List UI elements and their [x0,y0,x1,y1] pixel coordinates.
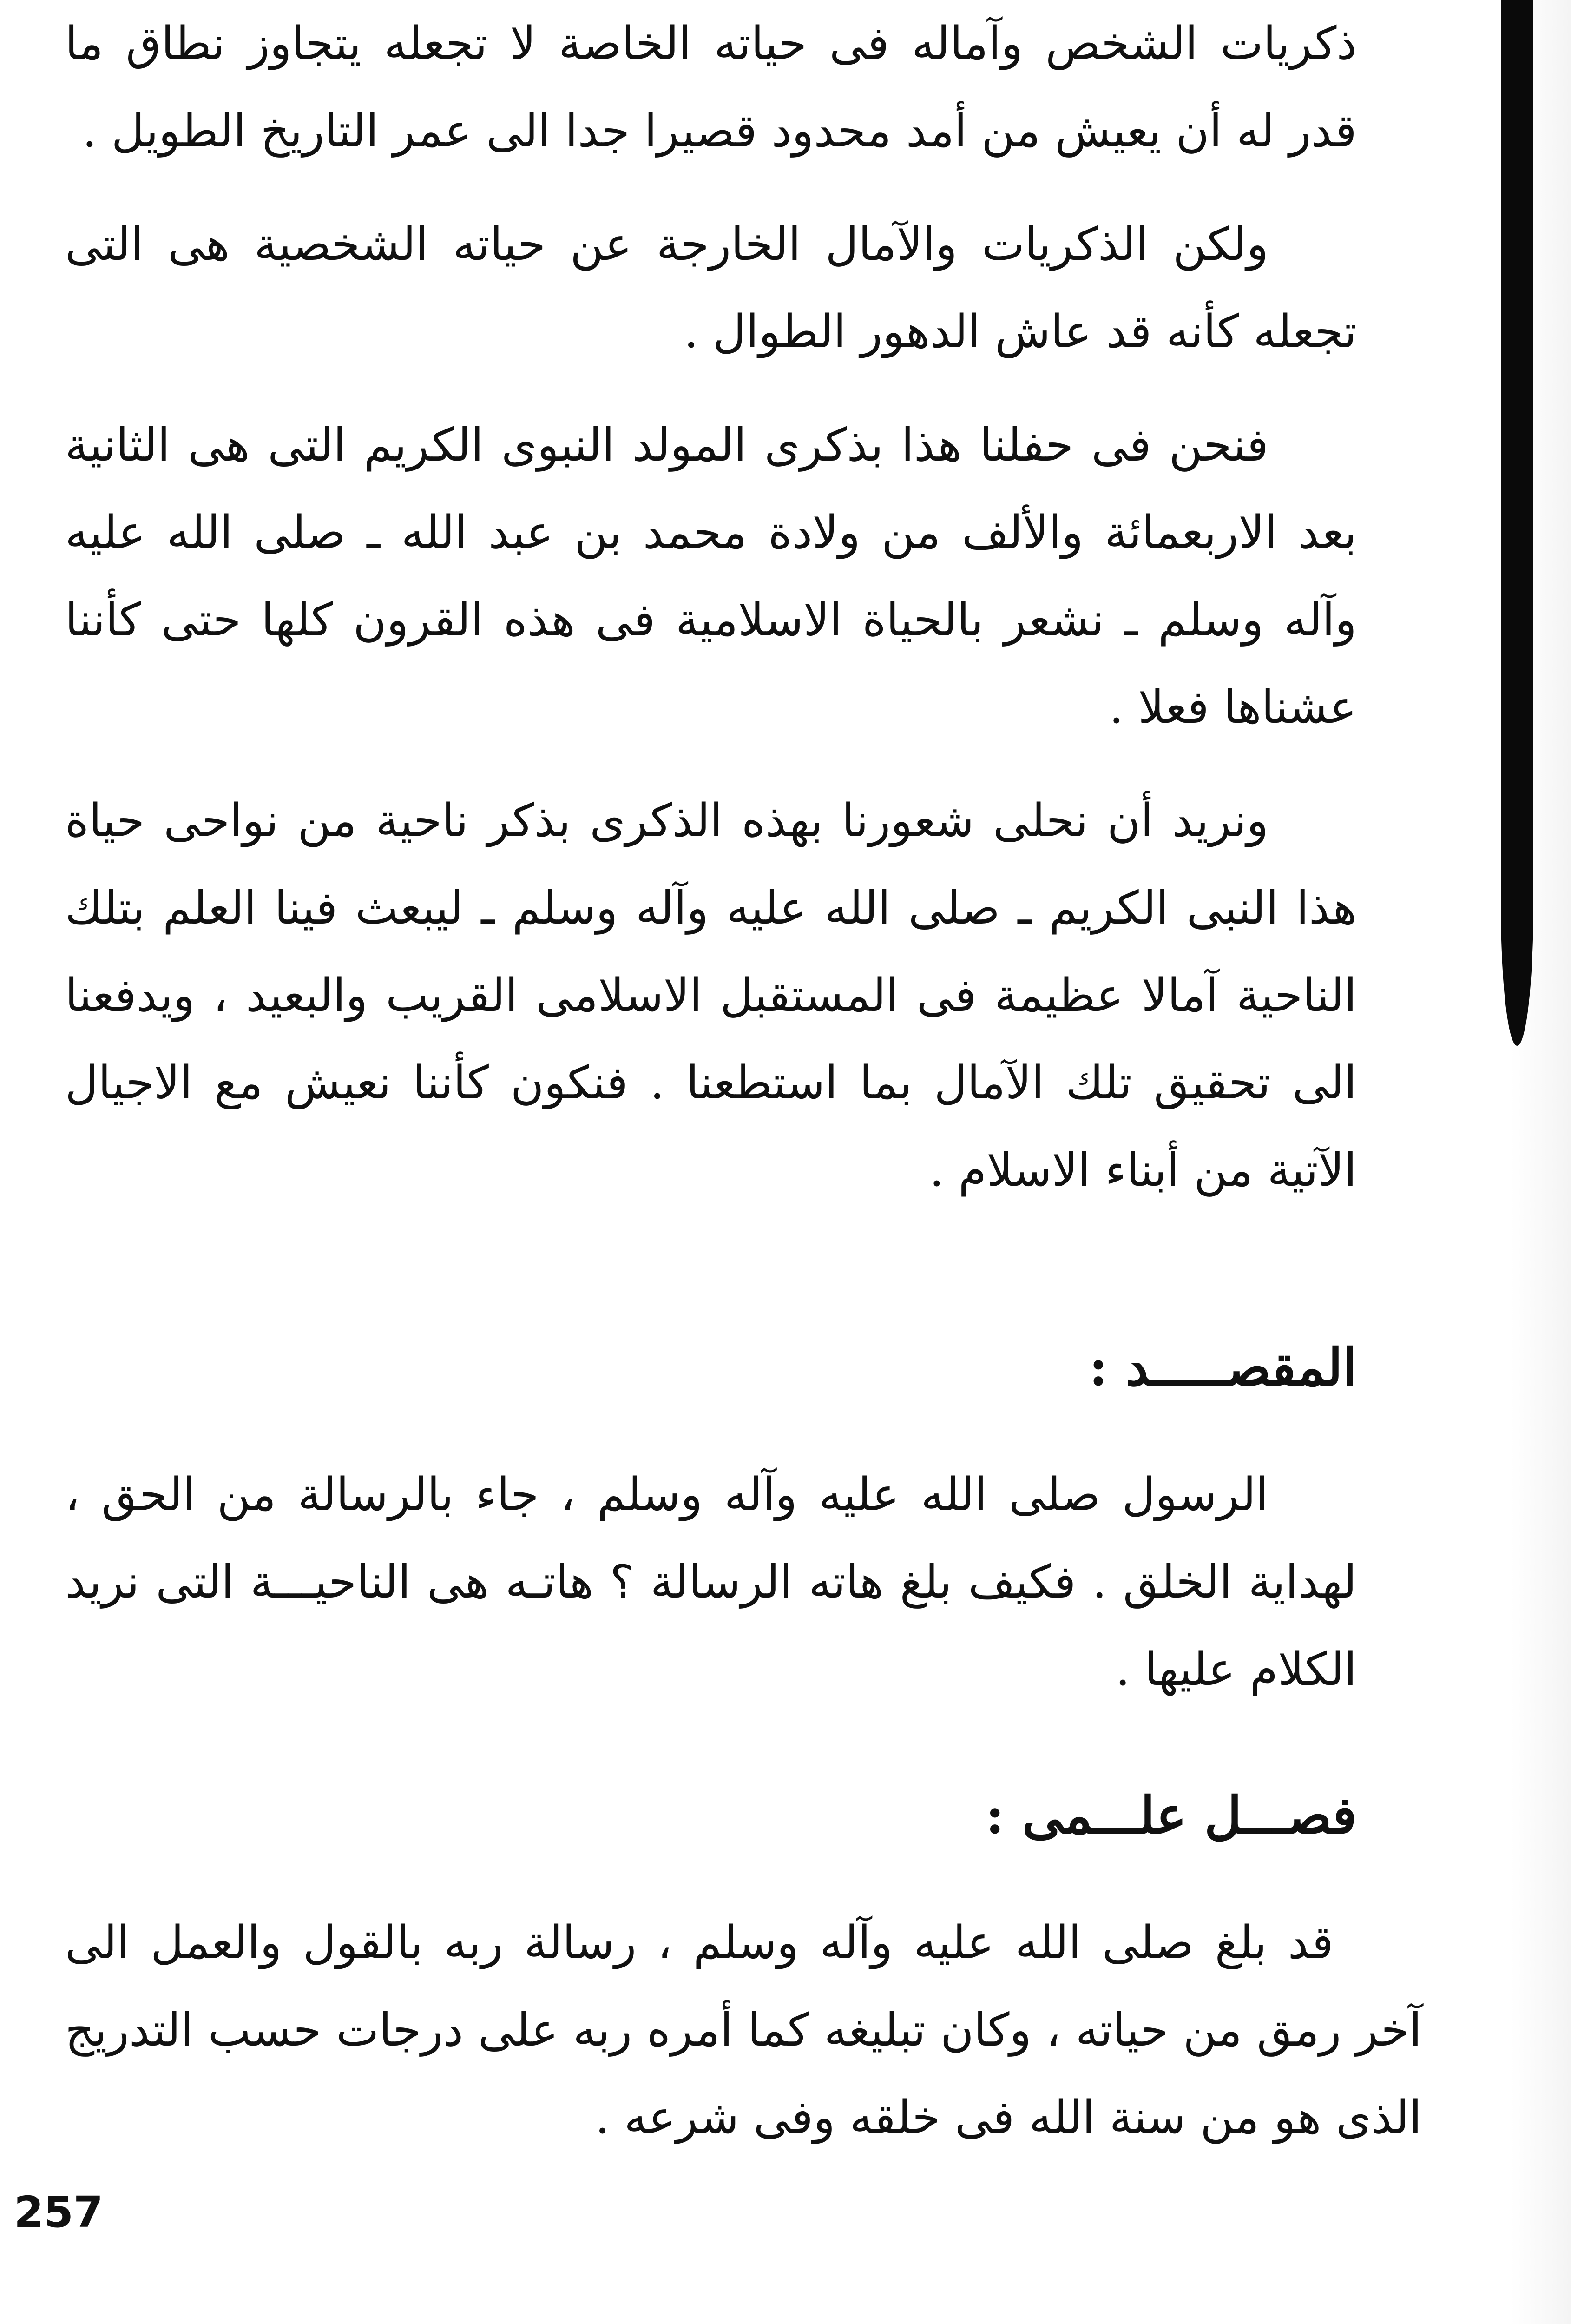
paragraph-3-text: فنحن فى حفلنا هذا بذكرى المولد النبوى الكريم التى هى الثانية بعد الاربعمائة والألف من ولادة محمد بن عبد الله ـ صلى الله عليه وآله وسلم ـ نشعر بالحياة الاسلامية فى هذه القرون كلها حتى كأننا عشناها فعلا . [65,419,1357,734]
paragraph-1 [65,0,1357,175]
binding-shadow [1501,0,1533,1046]
paragraph-1-text: ذكريات الشخص وآماله فى حياته الخاصة لا تجعله يتجاوز نطاق ما قدر له أن يعيش من أمد محدود قصيرا جدا الى عمر التاريخ الطويل . [65,17,1357,158]
paragraph-fasl-text: قد بلغ صلى الله عليه وآله وسلم ، رسالة ربه بالقول والعمل الى آخر رمق من حياته ، وكان تبليغه كما أمره ربه على درجات حسب التدريج الذى هو من سنة الله فى خلقه وفى شرعه . [65,1916,1422,2144]
paragraph-maqsad [65,1451,1357,1713]
paragraph-maqsad-text: الرسول صلى الله عليه وآله وسلم ، جاء بالرسالة من الحق ، لهداية الخلق . فكيف بلغ هاته الرسالة ؟ هاتـه هى الناحيـــة التى نريد الكلام عليها . [65,1468,1357,1696]
section-heading-maqsad: المقصـــــد : [1089,1337,1357,1397]
paragraph-4-text: ونريد أن نحلى شعورنا بهذه الذكرى بذكر ناحية من نواحى حياة هذا النبى الكريم ـ صلى الله عليه وآله وسلم ـ ليبعث فينا العلم بتلك الناحية آمالا عظيمة فى المستقبل الاسلامى القريب والبعيد ، ويدفعنا الى تحقيق تلك الآمال بما استطعنا . فنكون كأننا نعيش مع الاجيال الآتية من أبناء الاسلام . [65,794,1357,1197]
page-number: 257 [14,2187,104,2237]
paragraph-4 [65,777,1357,1214]
section-heading-fasl: فصـــل علـــمى : [985,1785,1357,1845]
paragraph-2-text: ولكن الذكريات والآمال الخارجة عن حياته الشخصية هى التى تجعله كأنه قد عاش الدهور الطوال . [65,218,1357,358]
paragraph-2 [65,201,1357,376]
paragraph-3 [65,402,1357,751]
paragraph-fasl [65,1899,1422,2161]
document-body [65,0,1422,2161]
